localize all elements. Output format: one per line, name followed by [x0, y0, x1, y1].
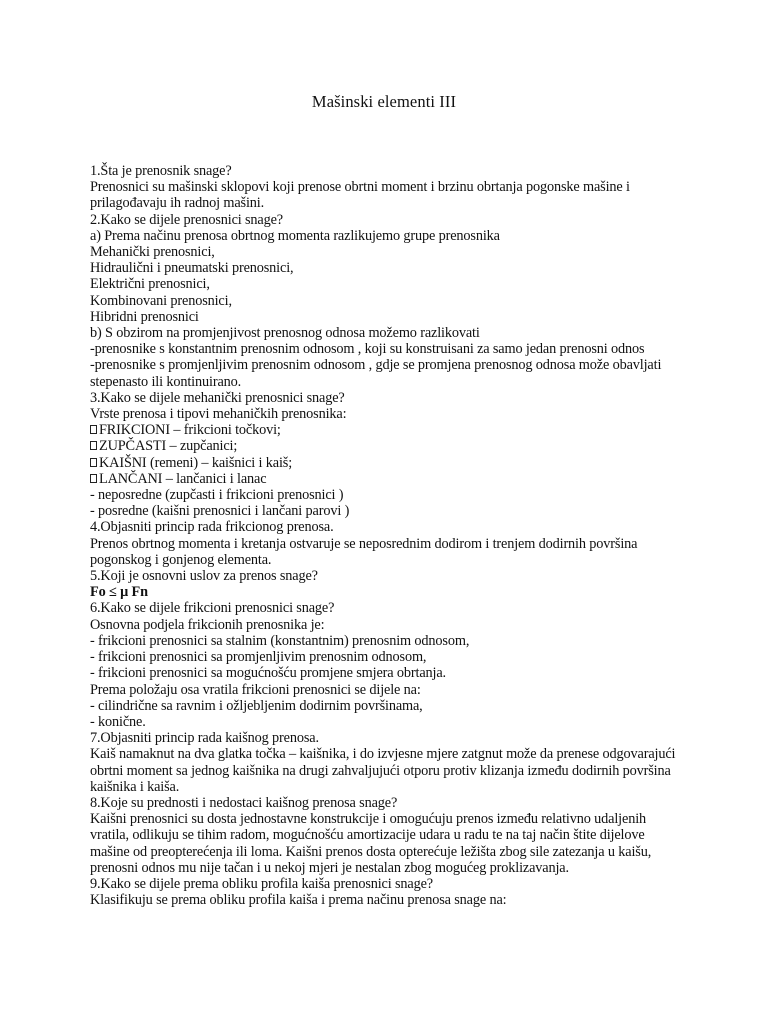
bullet-list-item — [90, 455, 690, 471]
text-line: 5.Koji je osnovni uslov za prenos snage? — [90, 568, 318, 585]
text-line: Osnovna podjela frikcionih prenosnika je: — [90, 616, 325, 633]
document-body — [90, 163, 690, 908]
text-line: -prenosnike s konstantnim prenosnim odnosom , koji su konstruisani za samo jedan prenosni odnos — [90, 341, 645, 358]
text-line: - neposredne (zupčasti i frikcioni prenosnici ) — [90, 487, 344, 504]
bullet-text: FRIKCIONI – frikcioni točkovi; — [99, 422, 281, 439]
text-line: prenosni odnos mu nije tačan i u nekoj mjeri je nestalan zbog mogućeg proklizavanja. — [90, 859, 569, 876]
text-line: 6.Kako se dijele frikcioni prenosnici snage? — [90, 600, 335, 617]
text-line: Prema položaju osa vratila frikcioni prenosnici se dijele na: — [90, 681, 421, 698]
text-line: - cilindrične sa ravnim i ožljebljenim dodirnim površinama, — [90, 697, 423, 714]
text-line: - frikcioni prenosnici sa stalnim (konstantnim) prenosnim odnosom, — [90, 632, 470, 649]
text-line: a) Prema načinu prenosa obrtnog momenta razlikujemo grupe prenosnika — [90, 227, 500, 244]
bullet-text: LANČANI – lančanici i lanac — [99, 470, 267, 487]
text-line: Kaišni prenosnici su dosta jednostavne konstrukcije i omogućuju prenos između relativno udaljenih — [90, 811, 647, 828]
text-line: Prenosnici su mašinski sklopovi koji prenose obrtni moment i brzinu obrtanja pogonske mašine i — [90, 179, 630, 196]
bullet-list-item — [90, 471, 690, 487]
bullet-box-icon — [90, 458, 97, 467]
text-line: Kombinovani prenosnici, — [90, 292, 232, 309]
text-line: obrtni moment sa jednog kaišnika na drugi zahvaljujući otporu protiv klizanja između dodirnih površina — [90, 762, 671, 779]
text-line: -prenosnike s promjenljivim prenosnim odnosom , gdje se promjena prenosnog odnosa može obavljati — [90, 357, 662, 374]
text-line: Hibridni prenosnici — [90, 308, 199, 325]
text-line: b) S obzirom na promjenjivost prenosnog odnosa možemo razlikovati — [90, 325, 480, 342]
text-line: 3.Kako se dijele mehanički prenosnici snage? — [90, 389, 345, 406]
text-line: Električni prenosnici, — [90, 276, 210, 293]
bullet-text: ZUPČASTI – zupčanici; — [99, 438, 238, 455]
text-line: - frikcioni prenosnici sa mogućnošću promjene smjera obrtanja. — [90, 665, 446, 682]
document-title: Mašinski elementi III — [311, 92, 457, 111]
bullet-box-icon — [90, 474, 97, 483]
text-line: Mehanički prenosnici, — [90, 244, 215, 261]
text-line: 2.Kako se dijele prenosnici snage? — [90, 211, 284, 228]
text-line: 8.Koje su prednosti i nedostaci kaišnog prenosa snage? — [90, 794, 398, 811]
text-line: - frikcioni prenosnici sa promjenljivim prenosnim odnosom, — [90, 649, 427, 666]
formula-line: Fo ≤ μ Fn — [90, 584, 148, 601]
bullet-list-item — [90, 422, 690, 438]
text-line: Prenos obrtnog momenta i kretanja ostvaruje se neposrednim dodirom i trenjem dodirnih površina — [90, 535, 638, 552]
text-line: 9.Kako se dijele prema obliku profila kaiša prenosnici snage? — [90, 875, 433, 892]
text-line: Vrste prenosa i tipovi mehaničkih prenosnika: — [90, 406, 347, 423]
text-line: Klasifikuju se prema obliku profila kaiša i prema načinu prenosa snage na: — [90, 892, 507, 909]
bullet-text: KAIŠNI (remeni) – kaišnici i kaiš; — [99, 454, 293, 471]
text-line: vratila, odlikuju se tihim radom, mogućnošću amortizacije udara u radu te na taj način štite dijelove — [90, 827, 645, 844]
text-line: kaišnika i kaiša. — [90, 778, 180, 795]
text-line: 1.Šta je prenosnik snage? — [90, 163, 232, 179]
text-line: prilagođavaju ih radnoj mašini. — [90, 195, 265, 212]
text-line: Kaiš namaknut na dva glatka točka – kaišnika, i do izvjesne mjere zatgnut može da prenese odgovarajući — [90, 746, 676, 763]
bullet-list-item — [90, 438, 690, 454]
text-line: mašine od preopterećenja ili loma. Kaišni prenos dosta opterećuje ležišta zbog sile zatezanja u kaišu, — [90, 843, 652, 860]
text-line: 4.Objasniti princip rada frikcionog prenosa. — [90, 519, 334, 536]
text-line: pogonskog i gonjenog elementa. — [90, 551, 272, 568]
text-line: - konične. — [90, 713, 146, 730]
text-line: stepenasto ili kontinuirano. — [90, 373, 242, 390]
text-line: - posredne (kaišni prenosnici i lančani parovi ) — [90, 503, 350, 520]
text-line: Hidraulični i pneumatski prenosnici, — [90, 260, 294, 277]
bullet-box-icon — [90, 441, 97, 450]
bullet-box-icon — [90, 425, 97, 434]
text-line: 7.Objasniti princip rada kaišnog prenosa. — [90, 730, 319, 747]
